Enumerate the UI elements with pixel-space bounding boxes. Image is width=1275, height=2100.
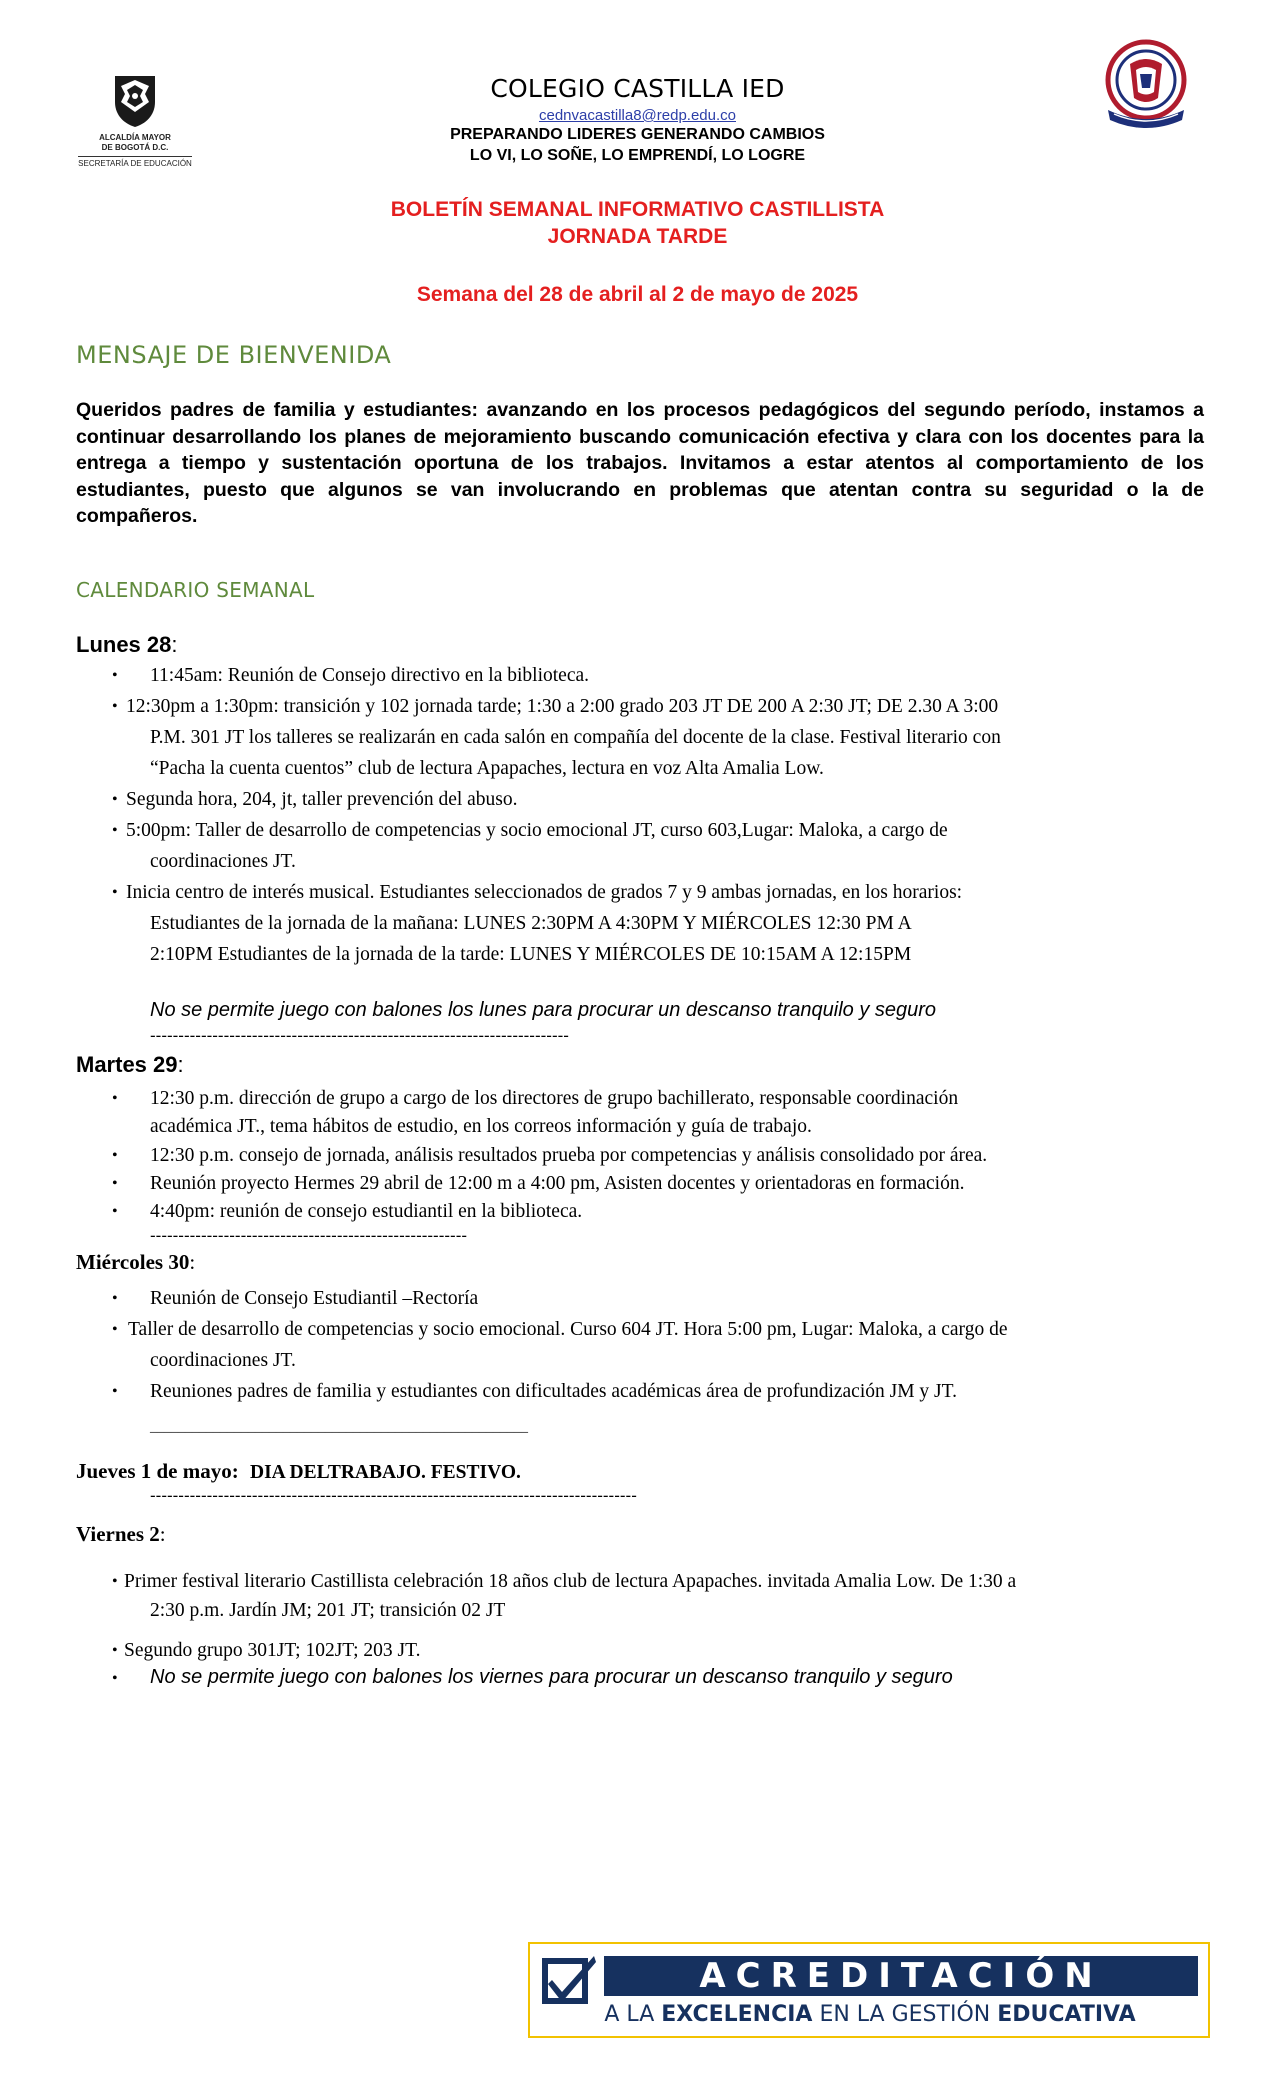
friday-bullet-2: • [112, 1642, 118, 1659]
accreditation-title-bar [604, 1956, 1198, 1996]
alcaldia-line2: DE BOGOTÁ D.C. [101, 143, 169, 152]
monday-item-5c: 2:10PM Estudiantes de la jornada de la tarde: LUNES Y MIÉRCOLES DE 10:15AM A 12:15PM [150, 944, 912, 965]
monday-bullet-2: • [112, 698, 118, 715]
wednesday-item-3: Reuniones padres de familia y estudiantes con dificultades académicas área de profundización JM y JT. [150, 1381, 957, 1402]
wednesday-colon: : [189, 1250, 196, 1274]
tuesday-item-2: 12:30 p.m. consejo de jornada, análisis resultados prueba por competencias y análisis consolidado por área. [150, 1145, 988, 1166]
alcaldia-line3: SECRETARÍA DE EDUCACIÓN [78, 156, 192, 169]
monday-item-4a: 5:00pm: Taller de desarrollo de competencias y socio emocional JT, curso 603,Lugar: Maloka, a cargo de [126, 820, 948, 841]
wednesday-bullet-3: • [112, 1383, 118, 1400]
wednesday-bullet-1: • [112, 1290, 118, 1307]
friday-item-1a: Primer festival literario Castillista celebración 18 años club de lectura Apapaches. invitada Amalia Low. De 1:30 a [124, 1571, 1017, 1592]
monday-bullet-1: • [112, 667, 118, 684]
tuesday-item-3: Reunión proyecto Hermes 29 abril de 12:00 m a 4:00 pm, Asisten docentes y orientadoras en formación. [150, 1173, 965, 1194]
thursday-heading [76, 1459, 521, 1484]
tuesday-bullet-1: • [112, 1090, 118, 1107]
friday-item-1b: 2:30 p.m. Jardín JM; 201 JT; transición 02 JT [150, 1600, 506, 1621]
accreditation-title: ACREDITACIÓN [699, 1956, 1103, 1996]
bulletin-shift: JORNADA TARDE [547, 225, 728, 248]
bulletin-title: BOLETÍN SEMANAL INFORMATIVO CASTILLISTA [390, 198, 885, 221]
tuesday-bullet-4: • [112, 1203, 118, 1220]
wednesday-item-1: Reunión de Consejo Estudiantil –Rectoría [150, 1288, 479, 1309]
friday-bullet-1: • [112, 1573, 118, 1590]
school-motto-line1: PREPARANDO LIDERES GENERANDO CAMBIOS [450, 126, 825, 143]
monday-item-2b: P.M. 301 JT los talleres se realizarán en cada salón en compañía del docente de la clase. Festival literario con [150, 727, 1001, 748]
welcome-heading: MENSAJE DE BIENVENIDA [76, 341, 392, 369]
thursday-divider: -------------------------------------------------------------------------------------- [150, 1486, 637, 1505]
tuesday-colon: : [177, 1052, 184, 1077]
alcaldia-line1: ALCALDÍA MAYOR [99, 133, 171, 142]
tuesday-bullet-3: • [112, 1175, 118, 1192]
acc-sub-part3: EN LA GESTIÓN [812, 2002, 998, 2027]
wednesday-item-2a: Taller de desarrollo de competencias y socio emocional. Curso 604 JT. Hora 5:00 pm, Lugar: Maloka, a cargo de [128, 1319, 1008, 1340]
monday-divider: -------------------------------------------------------------------------- [150, 1026, 569, 1045]
school-name: COLEGIO CASTILLA IED [490, 74, 785, 103]
acc-sub-part2: EXCELENCIA [661, 2002, 813, 2027]
school-email-link[interactable]: cednvacastilla8@redp.edu.co [538, 107, 736, 124]
friday-item-2: Segundo grupo 301JT; 102JT; 203 JT. [124, 1640, 421, 1661]
friday-note: No se permite juego con balones los viernes para procurar un descanso tranquilo y seguro [150, 1666, 953, 1688]
wednesday-bullet-2: • [112, 1321, 118, 1338]
acc-sub-part1: A LA [604, 2002, 662, 2027]
tuesday-divider: -------------------------------------------------------- [150, 1226, 468, 1245]
tuesday-title: Martes 29 [76, 1052, 178, 1077]
tuesday-item-4: 4:40pm: reunión de consejo estudiantil en la biblioteca. [150, 1201, 583, 1222]
monday-title: Lunes 28 [76, 632, 172, 657]
monday-item-5b: Estudiantes de la jornada de la mañana: LUNES 2:30PM A 4:30PM Y MIÉRCOLES 12:30 PM A [150, 913, 912, 934]
friday-title: Viernes 2 [76, 1522, 160, 1546]
monday-item-2c: “Pacha la cuenta cuentos” club de lectura Apapaches, lectura en voz Alta Amalia Low. [150, 758, 824, 779]
school-emblem-icon [1100, 36, 1192, 136]
school-motto-line2: LO VI, LO SOÑE, LO EMPRENDÍ, LO LOGRE [469, 147, 806, 164]
monday-item-5a: Inicia centro de interés musical. Estudiantes seleccionados de grados 7 y 9 ambas jornadas, en los horarios: [126, 882, 963, 903]
monday-bullet-5: • [112, 884, 118, 901]
welcome-message: Queridos padres de familia y estudiantes: avanzando en los procesos pedagógicos del segundo período, instamos a continuar desarrollando los planes de mejoramiento buscando comunicación efectiva y clara con los docentes para la entrega a tiempo y sustentación oportuna de los trabajos. Invitamos a estar atentos al comportamiento de los estudiantes, puesto que algunos se van involucrando en problemas que atentan contra su seguridad o la de compañeros. [76, 399, 1204, 527]
monday-note: No se permite juego con balones los lunes para procurar un descanso tranquilo y seguro [150, 999, 937, 1021]
monday-bullet-4: • [112, 822, 118, 839]
monday-item-1: 11:45am: Reunión de Consejo directivo en la biblioteca. [150, 665, 590, 686]
tuesday-item-1a: 12:30 p.m. dirección de grupo a cargo de los directores de grupo bachillerato, responsable coordinación [150, 1088, 959, 1109]
friday-bullet-3: • [112, 1670, 118, 1687]
thursday-title: Jueves 1 de mayo: [76, 1459, 239, 1483]
monday-item-2a: 12:30pm a 1:30pm: transición y 102 jornada tarde; 1:30 a 2:00 grado 203 JT DE 200 A 2:30 JT; DE 2.30 A 3:00 [126, 696, 999, 717]
monday-item-4b: coordinaciones JT. [150, 851, 296, 872]
friday-heading [76, 1522, 166, 1547]
acc-sub-part4: EDUCATIVA [997, 2002, 1136, 2027]
monday-bullet-3: • [112, 791, 118, 808]
wednesday-divider: ______________________________________________________ [150, 1420, 528, 1435]
week-range: Semana del 28 de abril al 2 de mayo de 2025 [416, 283, 859, 306]
calendar-heading: CALENDARIO SEMANAL [76, 578, 315, 602]
accreditation-banner [528, 1942, 1210, 2038]
monday-heading [76, 632, 178, 658]
wednesday-heading [76, 1250, 195, 1275]
wednesday-item-2b: coordinaciones JT. [150, 1350, 296, 1371]
thursday-note: DIA DELTRABAJO. FESTIVO. [249, 1462, 521, 1483]
wednesday-title: Miércoles 30 [76, 1250, 190, 1274]
tuesday-item-1b: académica JT., tema hábitos de estudio, en los correos información y guía de trabajo. [150, 1116, 812, 1137]
tuesday-heading [76, 1052, 184, 1078]
monday-colon: : [171, 632, 178, 657]
monday-item-3: Segunda hora, 204, jt, taller prevención del abuso. [126, 789, 518, 810]
accreditation-subtitle [540, 2002, 1200, 2027]
tuesday-bullet-2: • [112, 1147, 118, 1164]
friday-colon: : [159, 1522, 166, 1546]
